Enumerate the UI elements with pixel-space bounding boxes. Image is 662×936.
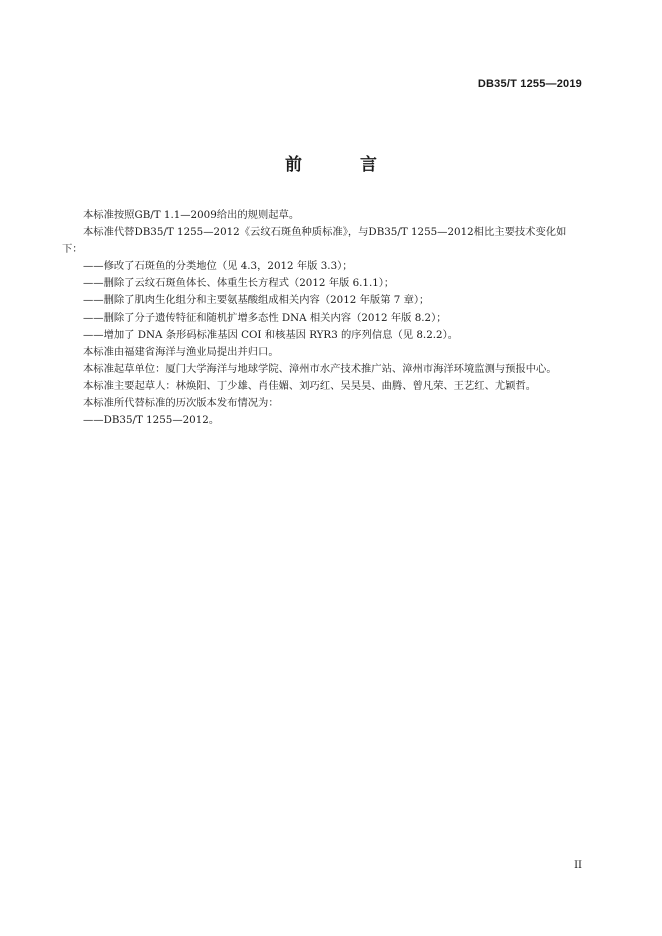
- change-item: ——删除了分子遗传特征和随机扩增多态性 DNA 相关内容（2012 年版 8.2）；: [83, 311, 447, 324]
- paragraph-drafting-units: 本标准起草单位：厦门大学海洋与地球学院、漳州市水产技术推广站、漳州市海洋环境监测与预报中心。: [83, 362, 557, 375]
- change-item: ——修改了石斑鱼的分类地位（见 4.3，2012 年版 3.3）；: [83, 260, 353, 273]
- document-code: DB35/T 1255—2019: [477, 78, 582, 90]
- change-item: ——增加了 DNA 条形码标准基因 COI 和核基因 RYR3 的序列信息（见 8.2.2）。: [83, 328, 459, 341]
- page-number: II: [574, 860, 582, 871]
- history-item: ——DB35/T 1255—2012。: [83, 414, 220, 427]
- paragraph-drafters: 本标准主要起草人：林焕阳、丁少雄、肖佳媚、刘巧红、吴昊昊、曲腾、曾凡荣、王艺红、尤颖哲。: [83, 379, 537, 392]
- page-title: 前 言: [285, 155, 403, 175]
- paragraph-history: 本标准所代替标准的历次版本发布情况为：: [83, 397, 279, 410]
- foreword-body: [62, 207, 584, 429]
- change-item: ——删除了云纹石斑鱼体长、体重生长方程式（2012 年版 6.1.1）；: [83, 277, 395, 290]
- paragraph-drafting-rules: 本标准按照GB/T 1.1—2009给出的规则起草。: [83, 209, 300, 221]
- paragraph-proposer: 本标准由福建省海洋与渔业局提出并归口。: [83, 345, 279, 358]
- change-item: ——删除了肌肉生化组分和主要氨基酸组成相关内容（2012 年版第 7 章）；: [83, 294, 430, 307]
- paragraph-replacement: 本标准代替DB35/T 1255—2012《云纹石斑鱼种质标准》，与DB35/T 1255—2012相比主要技术变化如下：: [62, 226, 567, 256]
